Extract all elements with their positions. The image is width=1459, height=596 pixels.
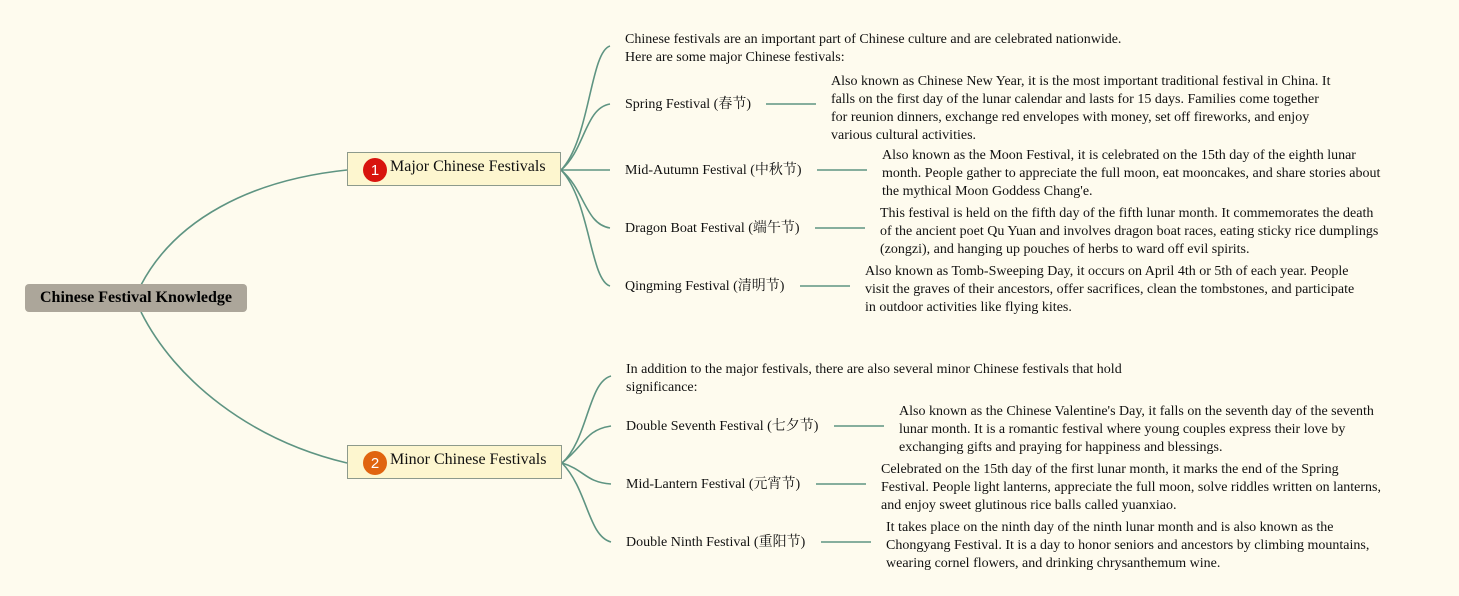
topic-double-seventh-festival[interactable]: Double Seventh Festival (七夕节) <box>626 419 819 434</box>
desc-qingming-festival: Also known as Tomb-Sweeping Day, it occurs on April 4th or 5th of each year. People visit the graves of their ancestors, offer sacrifices, clean the tombstones, and participate in outdoor activities like flying kites. <box>865 264 1355 315</box>
root-to-minor-link <box>141 312 347 463</box>
minor-topic-link <box>562 463 611 484</box>
topic-mid-autumn-festival[interactable]: Mid-Autumn Festival (中秋节) <box>625 163 802 178</box>
topic-mid-lantern-festival[interactable]: Mid-Lantern Festival (元宵节) <box>626 477 801 492</box>
root-to-major-link <box>141 170 347 285</box>
minor-intro-link <box>562 376 611 463</box>
root-node[interactable] <box>25 284 247 312</box>
branch-label: Minor Chinese Festivals <box>390 451 547 468</box>
topic-qingming-festival[interactable]: Qingming Festival (清明节) <box>625 279 785 294</box>
number-one-icon: 1 <box>363 158 387 182</box>
branch-major-festivals[interactable] <box>347 152 561 186</box>
minor-intro-note: In addition to the major festivals, there are also several minor Chinese festivals that hold significance: <box>626 362 1122 395</box>
major-intro-link <box>561 46 610 170</box>
minor-topic-link <box>562 426 611 463</box>
topic-double-ninth-festival[interactable]: Double Ninth Festival (重阳节) <box>626 535 806 550</box>
number-two-icon: 2 <box>363 451 387 475</box>
desc-double-seventh-festival: Also known as the Chinese Valentine's Day, it falls on the seventh day of the seventh lunar month. It is a romantic festival where young couples express their love by exchanging gifts and praying for happiness and blessings. <box>899 404 1374 455</box>
desc-mid-lantern-festival: Celebrated on the 15th day of the first lunar month, it marks the end of the Spring Festival. People light lanterns, appreciate the full moon, solve riddles written on lanterns, and enjoy sweet glutinous rice balls called yuanxiao. <box>881 462 1381 513</box>
branch-label: Major Chinese Festivals <box>390 158 546 175</box>
major-intro-note: Chinese festivals are an important part of Chinese culture and are celebrated nationwide. Here are some major Chinese festivals: <box>625 32 1122 65</box>
desc-double-ninth-festival: It takes place on the ninth day of the ninth lunar month and is also known as the Chongyang Festival. It is a day to honor seniors and ancestors by climbing mountains, wearing cornel flowers, and drinking chrysanthemum wine. <box>886 520 1370 571</box>
desc-dragon-boat-festival: This festival is held on the fifth day of the fifth lunar month. It commemorates the death of the ancient poet Qu Yuan and involves dragon boat races, eating sticky rice dumplings (zongzi), and hanging up pouches of herbs to ward off evil spirits. <box>880 206 1379 257</box>
branch-minor-festivals[interactable] <box>347 445 562 479</box>
major-topic-link <box>561 170 610 286</box>
desc-mid-autumn-festival: Also known as the Moon Festival, it is celebrated on the 15th day of the eighth lunar month. People gather to appreciate the full moon, eat mooncakes, and share stories about the mythical Moon Goddess Chang'e. <box>882 148 1381 199</box>
topic-dragon-boat-festival[interactable]: Dragon Boat Festival (端午节) <box>625 221 800 236</box>
root-title: Chinese Festival Knowledge <box>40 289 232 306</box>
desc-spring-festival: Also known as Chinese New Year, it is the most important traditional festival in China. It falls on the first day of the lunar calendar and lasts for 15 days. Families come together for reunion dinners, exchange red envelopes with money, set off fireworks, and enjoy various cultural activities. <box>831 74 1331 143</box>
minor-topic-link <box>562 463 611 542</box>
topic-spring-festival[interactable]: Spring Festival (春节) <box>625 97 751 112</box>
